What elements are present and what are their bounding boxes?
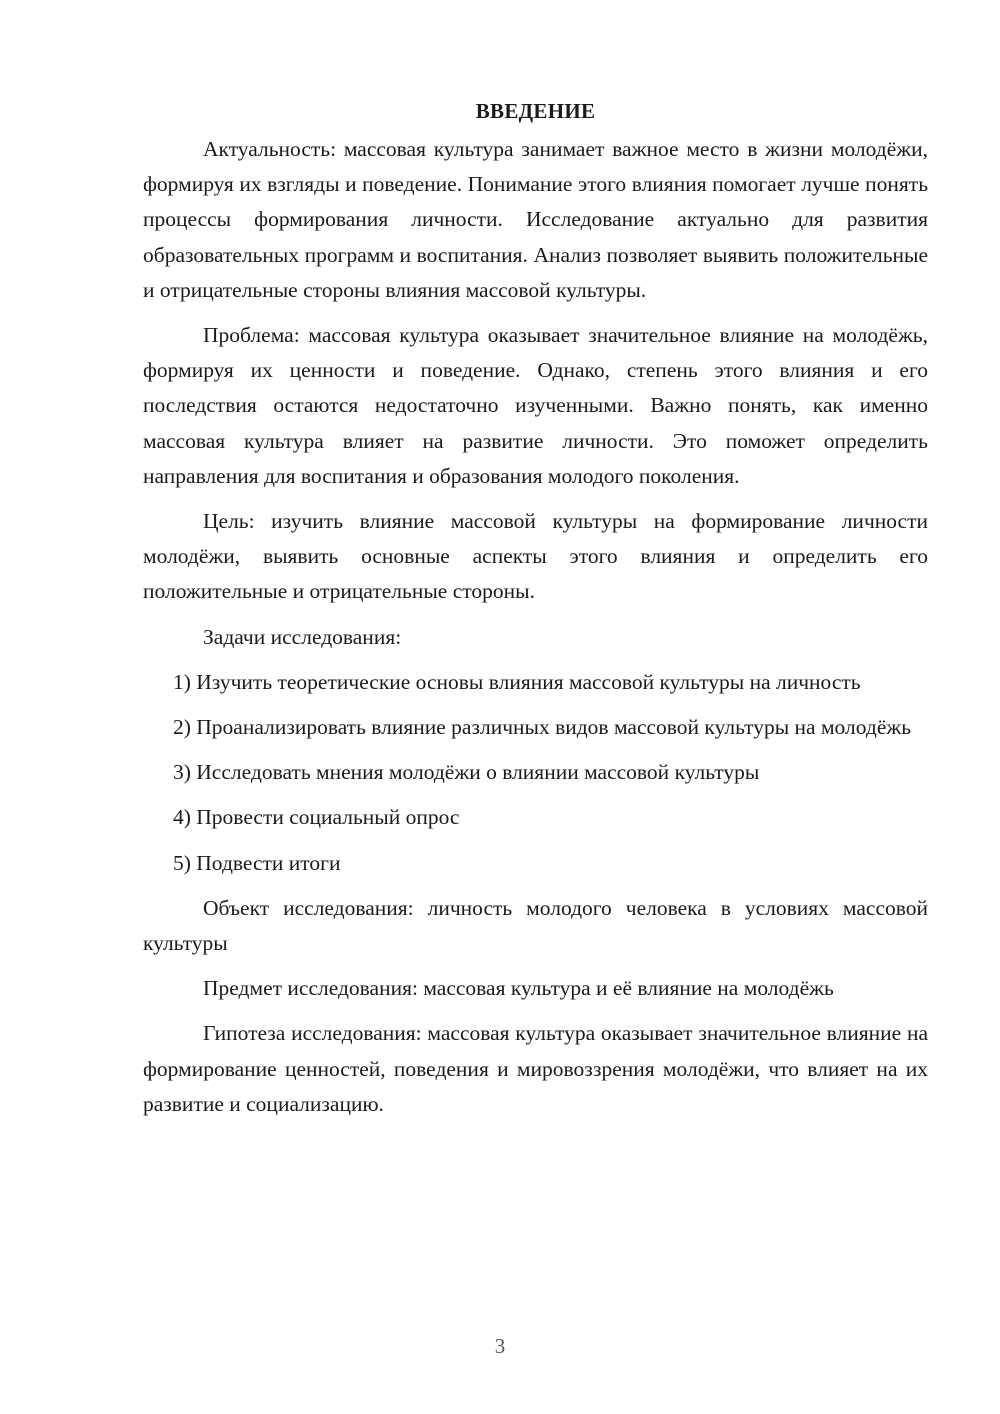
task-item-5: 5) Подвести итоги [173,850,341,875]
task-item-1: 1) Изучить теоретические основы влияния массовой культуры на личность [173,669,861,694]
subject-paragraph: Предмет исследования: массовая культура и её влияние на молодёжь [203,976,834,1001]
problem-paragraph: Проблема: массовая культура оказывает значительное влияние на молодёжь, формируя их ценности и поведение. Однако, степень этого влияния и его последствия остаются недостаточно изученными. Важно понять, как именно массовая культура влияет на развитие личности. Это поможет определить направления для воспитания и образования молодого поколения. [143,323,928,488]
object-paragraph: Объект исследования: личность молодого человека в условиях массовой культуры [143,895,928,956]
task-item-3: 3) Исследовать мнения молодёжи о влиянии массовой культуры [173,760,760,785]
goal-paragraph: Цель: изучить влияние массовой культуры на формирование личности молодёжи, выявить основные аспекты этого влияния и определить его положительные и отрицательные стороны. [143,509,928,604]
tasks-title: Задачи исследования: [203,624,402,649]
task-item-2: 2) Проанализировать влияние различных видов массовой культуры на молодёжь [173,715,912,740]
hypothesis-paragraph: Гипотеза исследования: массовая культура оказывает значительное влияние на формирование ценностей, поведения и мировоззрения молодёжи, что влияет на их развитие и социализацию. [143,1021,928,1116]
relevance-paragraph: Актуальность: массовая культура занимает важное место в жизни молодёжи, формируя их взгляды и поведение. Понимание этого влияния помогает лучше понять процессы формирования личности. Исследование актуально для развития образовательных программ и воспитания. Анализ позволяет выявить положительные и отрицательные стороны влияния массовой культуры. [143,137,928,302]
page-number: 3 [494,1334,506,1358]
document-body [143,96,928,1132]
task-item-4: 4) Провести социальный опрос [173,805,460,830]
page-title: ВВЕДЕНИЕ [475,99,596,123]
